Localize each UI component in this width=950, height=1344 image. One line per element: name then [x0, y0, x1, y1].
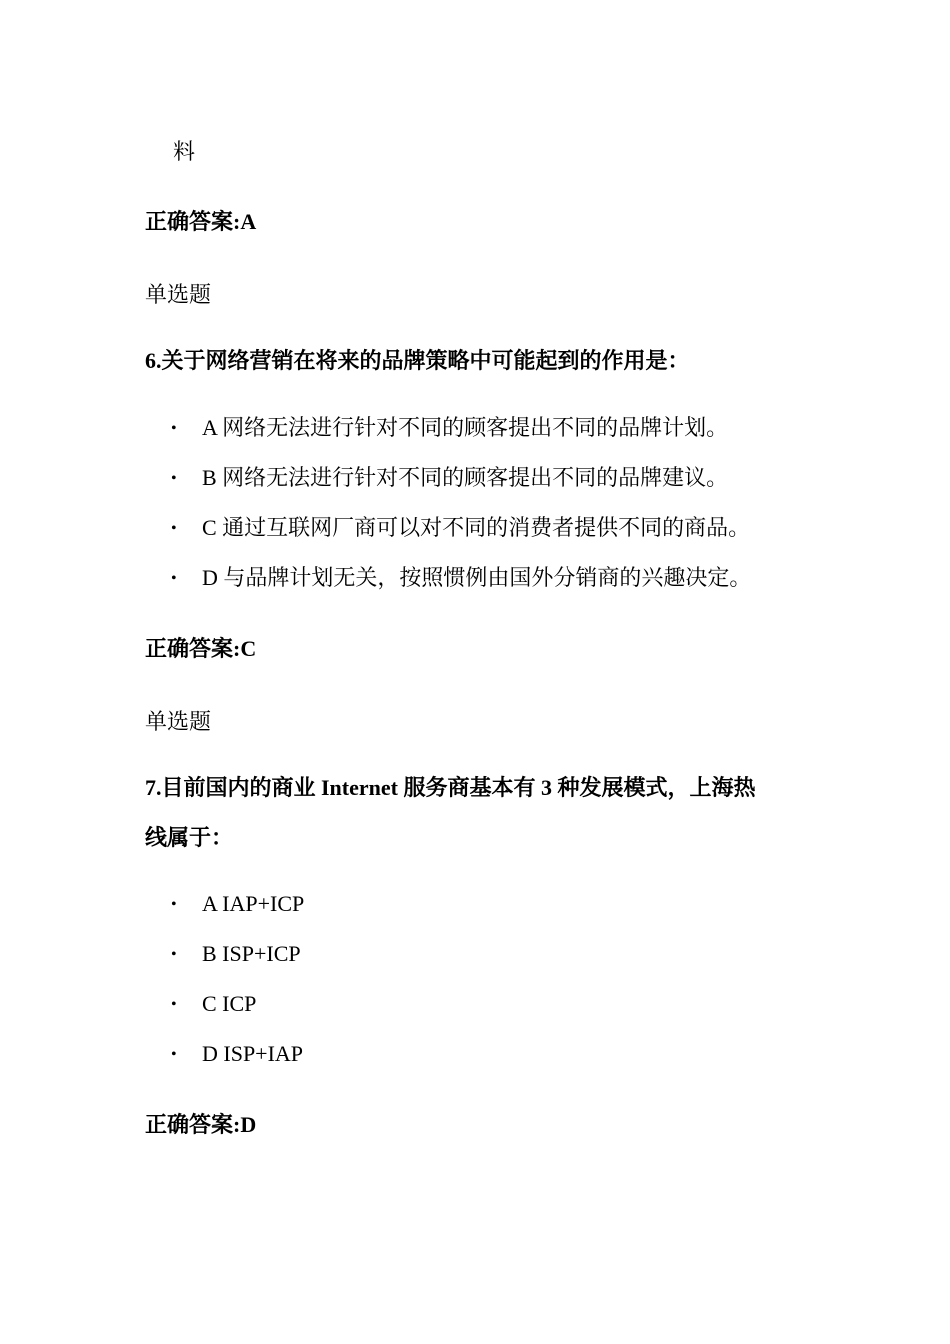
question-7-text-line2: 线属于：	[145, 825, 234, 850]
question-type-7: 单选题	[145, 709, 212, 734]
q6-option-b: B 网络无法进行针对不同的顾客提出不同的品牌建议。	[202, 465, 729, 490]
q7-option-c: C ICP	[202, 991, 257, 1016]
bullet: •	[171, 896, 177, 913]
bullet: •	[171, 570, 177, 587]
q6-option-a: A 网络无法进行针对不同的顾客提出不同的品牌计划。	[202, 415, 729, 440]
question-7-text-line1: 7.目前国内的商业 Internet 服务商基本有 3 种发展模式，上海热	[145, 775, 756, 800]
correct-answer-6: 正确答案:C	[145, 636, 257, 661]
question-type-6: 单选题	[145, 282, 212, 307]
q6-option-c: C 通过互联网厂商可以对不同的消费者提供不同的商品。	[202, 515, 751, 540]
bullet: •	[171, 420, 177, 437]
bullet: •	[171, 946, 177, 963]
bullet: •	[171, 996, 177, 1013]
correct-answer-7: 正确答案:D	[145, 1112, 257, 1137]
bullet: •	[171, 470, 177, 487]
correct-answer-prev: 正确答案:A	[145, 209, 257, 234]
bullet: •	[171, 520, 177, 537]
text-fragment: 料	[173, 139, 196, 164]
q7-option-a: A IAP+ICP	[202, 891, 305, 916]
q6-option-d: D 与品牌计划无关，按照惯例由国外分销商的兴趣决定。	[202, 565, 752, 590]
q7-option-d: D ISP+IAP	[202, 1041, 304, 1066]
question-6-text: 6.关于网络营销在将来的品牌策略中可能起到的作用是：	[145, 348, 690, 373]
bullet: •	[171, 1046, 177, 1063]
q7-option-b: B ISP+ICP	[202, 941, 301, 966]
